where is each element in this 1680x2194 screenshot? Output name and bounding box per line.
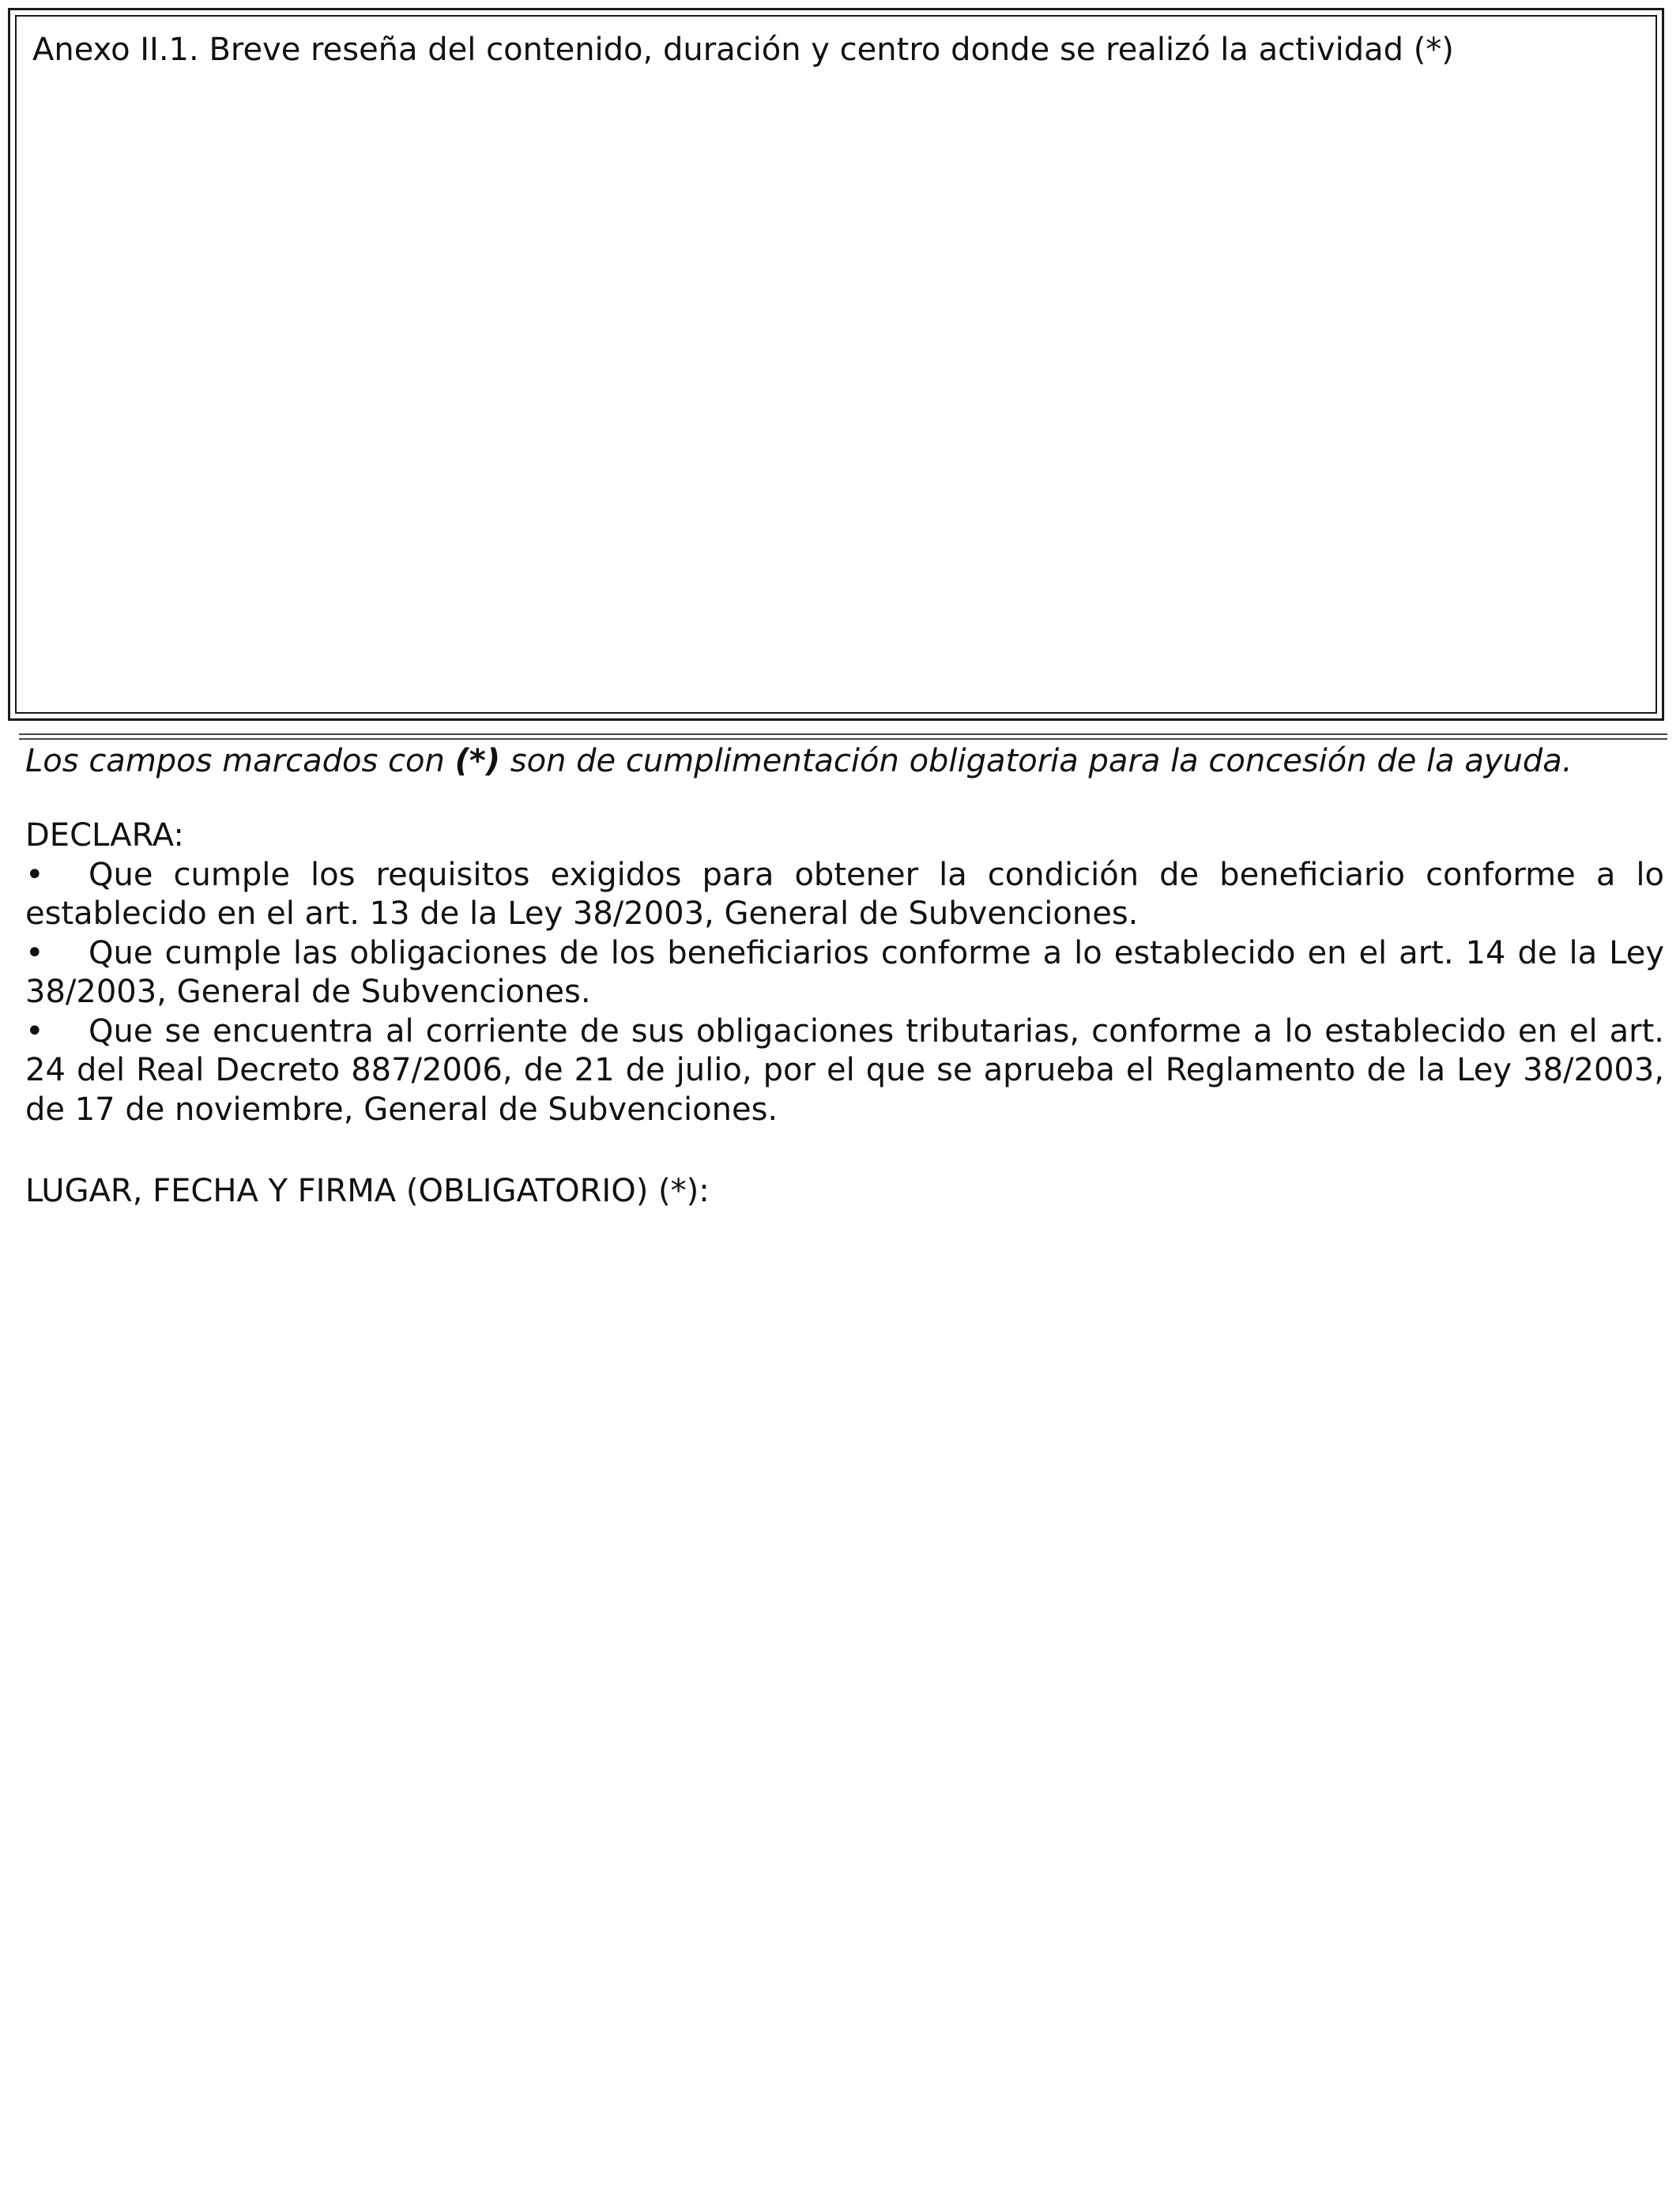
declaration-item-text: Que se encuentra al corriente de sus obligaciones tributarias, conforme a lo establecido en el art. 24 del Real Decreto 887/2006, de 21 de julio, por el que se aprueba el Reglamento de la Ley 38/2003, de 17 de noviembre, General de Subvenciones. bbox=[25, 1012, 1664, 1128]
bullet-icon: • bbox=[25, 856, 44, 893]
bullet-icon: • bbox=[25, 934, 44, 971]
mandatory-note-text-before: Los campos marcados con bbox=[25, 743, 455, 779]
section-divider-top bbox=[19, 733, 1667, 735]
declaration-heading: DECLARA: bbox=[25, 817, 184, 854]
annex-summary-box bbox=[8, 8, 1664, 721]
signature-label: LUGAR, FECHA Y FIRMA (OBLIGATORIO) (*): bbox=[25, 1173, 710, 1209]
mandatory-marker: (*) bbox=[454, 743, 501, 779]
declaration-item bbox=[25, 856, 1664, 934]
declaration-item bbox=[25, 934, 1664, 1012]
declaration-section bbox=[25, 816, 1664, 1129]
mandatory-fields-note bbox=[25, 739, 1661, 783]
declaration-item-text: Que cumple los requisitos exigidos para obtener la condición de beneficiario conforme a lo establecido en el art. 13 de la Ley 38/2003, General de Subvenciones. bbox=[25, 856, 1664, 932]
annex-summary-title: Anexo II.1. Breve reseña del contenido, duración y centro donde se realizó la actividad (*) bbox=[32, 32, 1454, 68]
mandatory-note-text-after: son de cumplimentación obligatoria para la concesión de la ayuda. bbox=[500, 743, 1573, 779]
declaration-item-text: Que cumple las obligaciones de los beneficiarios conforme a lo establecido en el art. 14 de la Ley 38/2003, General de Subvenciones. bbox=[25, 934, 1664, 1010]
bullet-icon: • bbox=[25, 1012, 44, 1050]
annex-summary-inner-border bbox=[15, 15, 1657, 714]
declaration-item bbox=[25, 1012, 1664, 1130]
